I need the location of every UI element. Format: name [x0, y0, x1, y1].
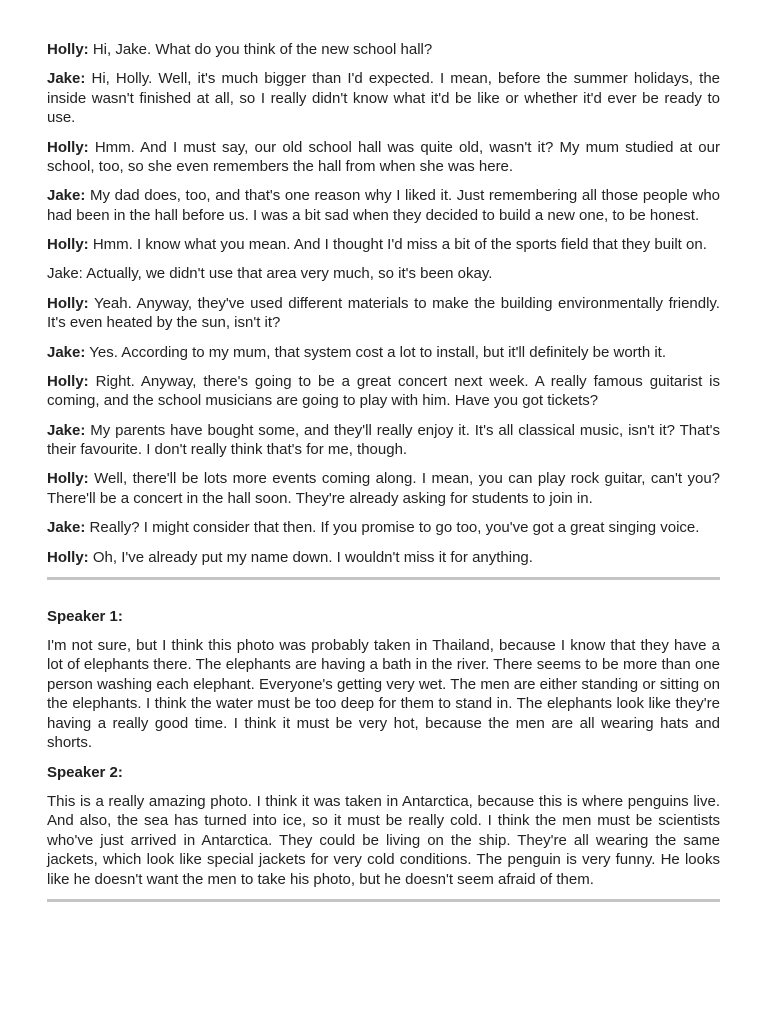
speaker-1-text: I'm not sure, but I think this photo was probably taken in Thailand, because I know that they have a lot of elephants there. The elephants are having a bath in the river. There seems to be more than one person washing each elephant. Everyone's getting very wet. The men are either standing or sitting on the elephants. I think the water must be too deep for them to stand in. The elephants look like they're having a really good time. I think it must be very hot, because the men are all wearing hats and shorts.	[47, 636, 720, 752]
turn-text: Yes. According to my mum, that system cost a lot to install, but it'll definitely be worth it.	[89, 343, 667, 361]
turn-text: Hmm. And I must say, our old school hall was quite old, wasn't it? My mum studied at our school, too, so she even remembers the hall from when she was here.	[47, 138, 720, 176]
speaker-name: Holly:	[47, 236, 89, 254]
turn-text: Yeah. Anyway, they've used different materials to make the building environmentally friendly. It's even heated by the sun, isn't it?	[47, 294, 720, 332]
turn-text: Really? I might consider that then. If you promise to go too, you've got a great singing voice.	[89, 519, 700, 537]
speaker-name: Jake:	[47, 421, 86, 439]
dialogue-turn	[47, 469, 720, 508]
speaker-name: Jake:	[47, 343, 86, 361]
dialogue-turn	[47, 294, 720, 333]
dialogue-turn	[47, 186, 720, 225]
turn-text: Hi, Jake. What do you think of the new school hall?	[92, 41, 433, 58]
dialogue-turn	[47, 343, 720, 363]
turn-text: Oh, I've already put my name down. I wouldn't miss it for anything.	[92, 548, 533, 566]
speaker-name: Jake:	[47, 265, 83, 283]
speaker-1-heading: Speaker 1:	[47, 607, 123, 625]
dialogue-turn	[47, 69, 720, 128]
dialogue-turn	[47, 138, 720, 177]
dialogue-turn	[47, 548, 720, 568]
dialogue-turn	[47, 421, 720, 460]
dialogue-turn	[47, 264, 720, 284]
speaker-2-text: This is a really amazing photo. I think it was taken in Antarctica, because this is where penguins live. And also, the sea has turned into ice, so it must be really cold. I think the men must be scientists who've just arrived in Antarctica. They could be living on the ship. They're all wearing the same jackets, which look like special jackets for very cold conditions. The penguin is very funny. He looks like he doesn't want the men to take his photo, but he doesn't seem afraid of them.	[47, 792, 720, 888]
speaker-name: Holly:	[47, 41, 89, 58]
turn-text: Right. Anyway, there's going to be a great concert next week. A really famous guitarist is coming, and the school musicians are going to play with him. Have you got tickets?	[47, 372, 720, 410]
turn-text: Hmm. I know what you mean. And I thought I'd miss a bit of the sports field that they built on.	[92, 236, 707, 254]
speaker-name: Holly:	[47, 470, 89, 488]
turn-text: Hi, Holly. Well, it's much bigger than I'd expected. I mean, before the summer holidays, the inside wasn't finished at all, so I really didn't know what it'd be like or whether it'd ever be ready to use.	[47, 70, 721, 127]
dialogue-turn	[47, 518, 720, 538]
speaker-name: Holly:	[47, 372, 89, 390]
turn-text: My parents have bought some, and they'll really enjoy it. It's all classical music, isn't it? That's their favourite. I don't really think that's for me, though.	[47, 421, 721, 459]
speaker-name: Jake:	[47, 187, 86, 205]
dialogue-turn	[47, 235, 720, 255]
section-divider	[47, 577, 720, 580]
monologue-section	[47, 607, 720, 890]
dialogue-section	[47, 40, 720, 567]
dialogue-turn	[47, 40, 720, 60]
turn-text: Actually, we didn't use that area very much, so it's been okay.	[86, 265, 493, 283]
dialogue-turn	[47, 372, 720, 411]
speaker-name: Holly:	[47, 138, 89, 156]
turn-text: My dad does, too, and that's one reason why I liked it. Just remembering all those people who had been in the hall before us. I was a bit sad when they decided to build a new one, to be honest.	[47, 187, 720, 224]
speaker-2-heading: Speaker 2:	[47, 763, 123, 781]
speaker-name: Holly:	[47, 548, 89, 566]
speaker-name: Holly:	[47, 294, 89, 312]
speaker-name: Jake:	[47, 519, 86, 537]
bottom-divider	[47, 899, 720, 902]
speaker-name: Jake:	[47, 70, 86, 88]
turn-text: Well, there'll be lots more events coming along. I mean, you can play rock guitar, can't you? There'll be a concert in the hall soon. They're already asking for students to join in.	[47, 470, 721, 507]
